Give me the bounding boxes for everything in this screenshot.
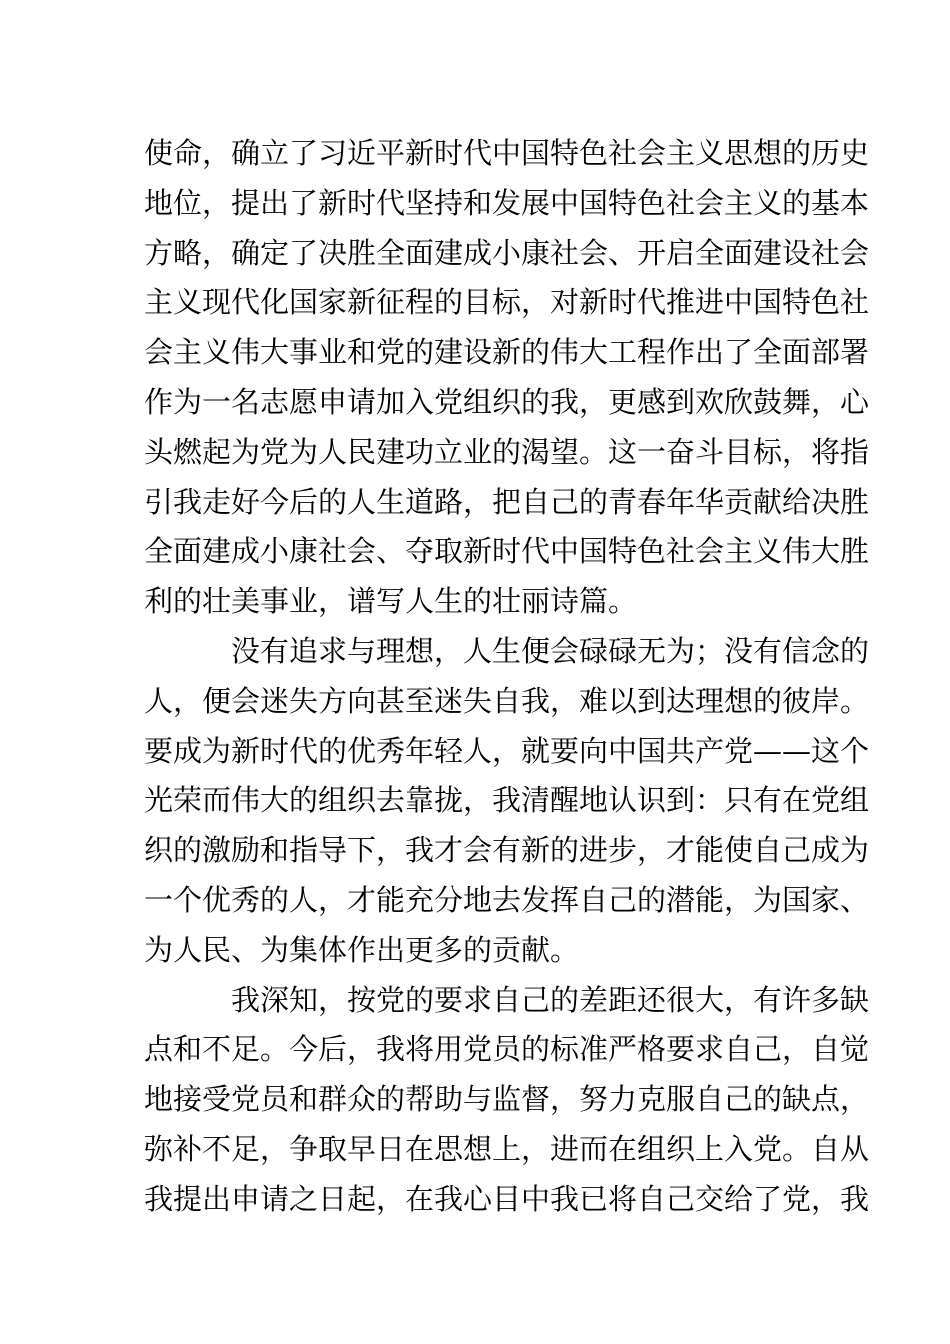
text-line: 地接受党员和群众的帮助与监督，努力克服自己的缺点， bbox=[144, 1082, 870, 1117]
text-line: 利的壮美事业，谱写人生的壮丽诗篇。 bbox=[144, 584, 638, 619]
text-line: 全面建成小康社会、夺取新时代中国特色社会主义伟大胜 bbox=[144, 534, 870, 569]
text-line: 弥补不足，争取早日在思想上，进而在组织上入党。自从 bbox=[144, 1131, 870, 1166]
paragraph-first-line: 我深知，按党的要求自己的差距还很大，有许多缺 bbox=[231, 982, 870, 1017]
text-line: 引我走好今后的人生道路，把自己的青春年华贡献给决胜 bbox=[144, 484, 870, 519]
text-line: 为人民、为集体作出更多的贡献。 bbox=[144, 932, 580, 967]
text-line: 方略，确定了决胜全面建成小康社会、开启全面建设社会 bbox=[144, 235, 870, 270]
text-line: 会主义伟大事业和党的建设新的伟大工程作出了全面部署 bbox=[144, 335, 870, 370]
text-line: 点和不足。今后，我将用党员的标准严格要求自己，自觉 bbox=[144, 1032, 870, 1067]
text-line: 作为一名志愿申请加入党组织的我，更感到欢欣鼓舞，心 bbox=[144, 384, 870, 419]
text-line: 一个优秀的人，才能充分地去发挥自己的潜能，为国家、 bbox=[144, 882, 870, 917]
text-line: 我提出申请之日起，在我心目中我已将自己交给了党，我 bbox=[144, 1181, 870, 1216]
text-line: 光荣而伟大的组织去靠拢，我清醒地认识到：只有在党组 bbox=[144, 783, 870, 818]
text-line: 地位，提出了新时代坚持和发展中国特色社会主义的基本 bbox=[144, 185, 870, 220]
text-line: 要成为新时代的优秀年轻人，就要向中国共产党——这个 bbox=[144, 733, 870, 768]
text-line: 主义现代化国家新征程的目标，对新时代推进中国特色社 bbox=[144, 285, 870, 320]
paragraph-first-line: 没有追求与理想，人生便会碌碌无为；没有信念的 bbox=[231, 633, 870, 668]
text-line: 头燃起为党为人民建功立业的渴望。这一奋斗目标，将指 bbox=[144, 434, 870, 469]
text-line: 织的激励和指导下，我才会有新的进步，才能使自己成为 bbox=[144, 833, 870, 868]
text-line: 人，便会迷失方向甚至迷失自我，难以到达理想的彼岸。 bbox=[144, 683, 870, 718]
text-line: 使命，确立了习近平新时代中国特色社会主义思想的历史 bbox=[144, 136, 870, 170]
document-body bbox=[144, 129, 870, 1225]
